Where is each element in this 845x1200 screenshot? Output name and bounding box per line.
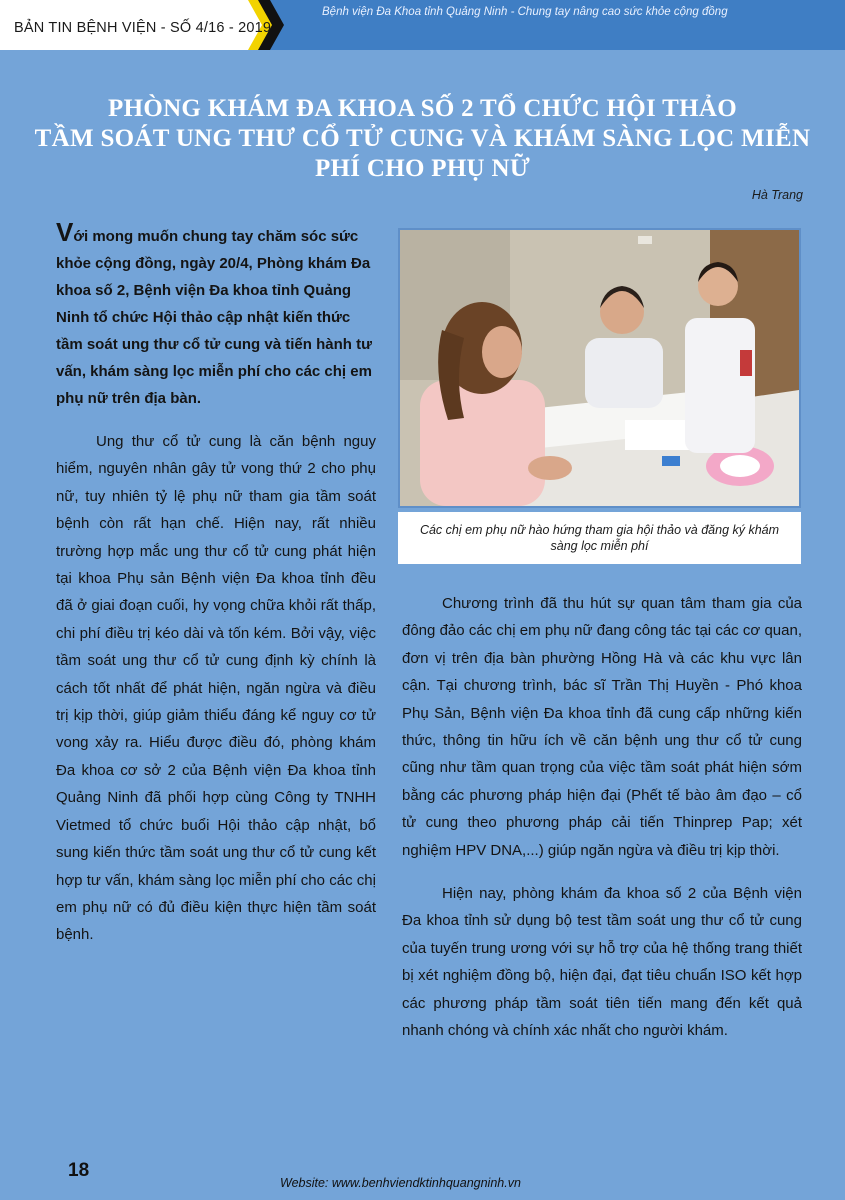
body-paragraph-left: Ung thư cổ tử cung là căn bệnh nguy hiểm, nguyên nhân gây tử vong thứ 2 cho phụ nữ, tuy nhiên tỷ lệ phụ nữ tham gia tầm soát bệnh còn rất hạn chế. Hiện nay, rất nhiều trường hợp mắc ung thư cổ tử cung phát hiện tại khoa Phụ sản Bệnh viện Đa khoa tỉnh đều đã ở giai đoạn cuối, hy vọng chữa khỏi rất thấp, chi phí điều trị kéo dài và tốn kém. Bởi vậy, việc tầm soát ung thư cổ tử cung định kỳ chính là cách tốt nhất để phát hiện, ngăn ngừa và điều trị kịp thời, giúp giảm thiểu đáng kể nguy cơ tử vong xảy ra. Hiểu được điều đó, phòng khám Đa khoa cơ sở 2 của Bệnh viện Đa khoa tỉnh Quảng Ninh đã phối hợp cùng Công ty TNHH Vietmed tổ chức buổi Hội thảo cập nhật, bổ sung kiến thức tầm soát ung thư cổ tử cung kết hợp tư vấn, khám sàng lọc miễn phí cho các chị em phụ nữ có đủ điều kiện thực hiện tầm soát bệnh. xyxy=(56,433,376,944)
title-line-3: PHÍ CHO PHỤ NỮ xyxy=(314,155,531,182)
header-bar xyxy=(0,0,845,50)
drop-cap: V xyxy=(56,217,74,247)
photo-illustration xyxy=(400,230,799,506)
page-number: 18 xyxy=(68,1160,90,1181)
article-title xyxy=(0,94,845,184)
left-column xyxy=(56,217,376,949)
photo-caption: Các chị em phụ nữ hào hứng tham gia hội thảo và đăng ký khám sàng lọc miễn phí xyxy=(398,512,801,564)
article-photo xyxy=(398,228,801,508)
newsletter-issue: BẢN TIN BỆNH VIỆN - SỐ 4/16 - 2019 xyxy=(14,20,272,36)
footer-website: Website: www.benhviendktinhquangninh.vn xyxy=(280,1176,521,1190)
lead-paragraph xyxy=(56,217,376,412)
body-paragraph-right-1: Chương trình đã thu hút sự quan tâm tham gia của đông đảo các chị em phụ nữ đang công tác tại các cơ quan, đơn vị trên địa bàn phường Hồng Hà và các khu vực lân cận. Tại chương trình, bác sĩ Trần Thị Huyền - Phó khoa Phụ Sản, Bệnh viện Đa khoa tỉnh đã cung cấp những kiến thức, thông tin hữu ích về căn bệnh ung thư cổ tử cung cũng như tầm quan trọng của việc tầm soát phát hiện sớm bằng các phương pháp hiện đại (Phết tế bào âm đạo – cổ tử cung theo phương pháp cải tiến Thinprep Pap; xét nghiệm HPV DNA,...) giúp ngăn ngừa và điều trị kịp thời. xyxy=(402,595,802,859)
article-title-block xyxy=(0,94,845,184)
article-author: Hà Trang xyxy=(751,188,803,202)
lead-text: ới mong muốn chung tay chăm sóc sức khỏe cộng đồng, ngày 20/4, Phòng khám Đa khoa số 2, Bệnh viện Đa khoa tỉnh Quảng Ninh tổ chức Hội thảo cập nhật kiến thức tầm soát ung thư cổ tử cung và tiến hành tư vấn, khám sàng lọc miễn phí cho các chị em phụ nữ trên địa bàn. xyxy=(56,228,372,407)
hospital-slogan: Bệnh viện Đa Khoa tỉnh Quảng Ninh - Chung tay nâng cao sức khỏe cộng đồng xyxy=(322,6,728,18)
title-line-1: PHÒNG KHÁM ĐA KHOA SỐ 2 TỔ CHỨC HỘI THẢO xyxy=(108,95,737,122)
title-line-2: TẦM SOÁT UNG THƯ CỔ TỬ CUNG VÀ KHÁM SÀNG LỌC MIỄN xyxy=(34,125,811,152)
body-paragraph-right-2: Hiện nay, phòng khám đa khoa số 2 của Bệnh viện Đa khoa tỉnh sử dụng bộ test tầm soát ung thư cổ tử cung của tuyến trung ương với sự hỗ trợ của hệ thống trang thiết bị xét nghiệm đồng bộ, hiện đại, đạt tiêu chuẩn ISO kết hợp các phương pháp tầm soát tiên tiến mang đến kết quả nhanh chóng và chính xác nhất cho người khám. xyxy=(402,885,802,1040)
right-column xyxy=(402,590,802,1045)
